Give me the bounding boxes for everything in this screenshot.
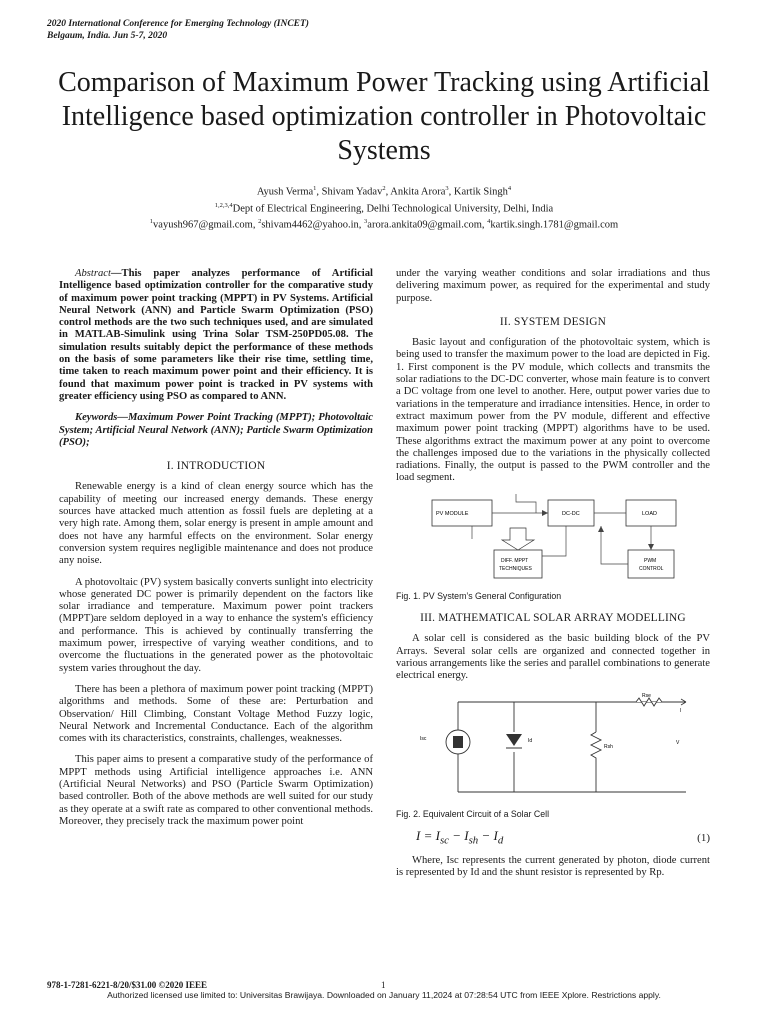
author-name: Kartik Singh: [453, 186, 508, 198]
section-heading-mathematical-modelling: III. MATHEMATICAL SOLAR ARRAY MODELLING: [420, 612, 686, 625]
email-link[interactable]: kartik.singh.1781@gmail.com: [490, 219, 619, 231]
paragraph: A photovoltaic (PV) system basically converts sunlight into electricity whose generated DC power is primarily dependent on the factors like solar irradiance and temperature. Maximum power point trackers (MPPT)are seldom deployed in a way to enhance the system's efficiency and performance. This is achieved by continually transferring the maximum power, irrespective of varying weather conditions, and to overcome the fluctuations in the generated power as the photovoltaic system varies throughout the day.: [59, 576, 373, 674]
section-heading-introduction: I. INTRODUCTION: [166, 460, 266, 473]
author-name: Ankita Arora: [390, 186, 446, 198]
right-column: [396, 268, 710, 888]
pwm-label-1: PWM: [644, 557, 657, 564]
abstract-text: —This paper analyzes performance of Artificial Intelligence based optimization controller for the comparative study of maximum power point tracking (MPPT) in PV Systems. Artificial Neural Network (ANN) and Particle Swarm Optimization (PSO) control methods are the two such techniques used, and are simulated in MATLAB-Simulink using Trina Solar TSM-250PD05.08. The simulation results suitably depict the performance of these methods on the basis of some parameters like their rise time, settling time, time taken to reach maximum power point and their efficiency. It is found that maximum power point is tracked in PV systems with greater efficiency using PSO as compared to ANN.: [59, 268, 373, 402]
author-sup: 1: [313, 185, 317, 192]
mppt-label-2: TECHNIQUES: [499, 565, 532, 572]
email-link[interactable]: shivam4462@yahoo.in: [261, 219, 359, 231]
conference-location: Belgaum, India. Jun 5-7, 2020: [47, 31, 168, 41]
paragraph: Renewable energy is a kind of clean energy source which has the capability of meeting our increased energy demands. These energy sources have attacked much attention as fossil fuels are depleting at a very high rate. Among them, solar energy is present in ample amount and does not have any harmful effects on the environment. Solar energy conversion system requires negligible maintenance and does not produce any noise.: [59, 481, 373, 567]
email-sup: 1: [149, 218, 154, 225]
keywords: [59, 412, 373, 449]
current-source-core: [453, 736, 463, 748]
conference-name: 2020 International Conference for Emerging Technology (INCET): [47, 19, 309, 29]
isc-label: Isc: [420, 735, 427, 742]
author-sup: 3: [445, 185, 449, 192]
shunt-resistor: [591, 732, 601, 762]
equation-1: [396, 827, 710, 847]
section-heading-system-design: II. SYSTEM DESIGN: [499, 315, 607, 328]
pwm-block: [628, 550, 674, 578]
diode: [506, 734, 522, 746]
author-sup: 4: [507, 185, 512, 192]
author-name: Shivam Yadav: [321, 186, 383, 198]
keywords-text: —Maximum Power Point Tracking (MPPT); Photovoltaic System; Artificial Neural Network (ANN); Particle Swarm Optimization (PSO);: [59, 412, 373, 448]
email-sup: 4: [487, 218, 491, 225]
mppt-label-1: DIFF. MPPT: [501, 557, 529, 564]
arrow-head: [598, 526, 604, 532]
equation-text: $I = I_{sc} - I_{sh} - I_d$: [416, 827, 504, 847]
paper-title: Comparison of Maximum Power Tracking using Artificial Intelligence based optimization controller in Photovoltaic Systems: [58, 67, 710, 166]
left-column: [59, 268, 373, 837]
author-name: Ayush Verma: [256, 186, 314, 198]
circuit-wires: [458, 702, 686, 792]
paragraph: A solar cell is considered as the basic building block of the PV Arrays. Several solar cells are organized and connected together in various arrangements like the series and parallel combinations to generate electrical energy.: [396, 633, 710, 682]
affil-text: Dept of Electrical Engineering, Delhi Technological University, Delhi, India: [232, 203, 554, 214]
author-names: Ayush Verma$^1$, Shivam Yadav$^2$, Ankita Arora$^3$, Kartik Singh$^4$: [256, 185, 512, 198]
conference-header: [47, 18, 309, 42]
paragraph: This paper aims to present a comparative study of the performance of MPPT methods using Artificial intelligence approaches i.e. ANN (Artificial Neural Networks) and PSO (Particle Swarm Optimization) based controller. Both of the above methods are well suited for our study as they operate at a swift rate as compared to other conventional methods. Moreover, they precisely track the maximum power point: [59, 754, 373, 827]
figure-1-caption: Fig. 1. PV System’s General Configuration: [396, 590, 562, 601]
figure-2-caption: Fig. 2. Equivalent Circuit of a Solar Cell: [396, 808, 550, 819]
pwm-label-2: CONTROL: [639, 565, 664, 572]
footer-isbn: 978-1-7281-6221-8/20/$31.00 ©2020 IEEE: [47, 980, 207, 990]
author-sup: 2: [382, 185, 386, 192]
email-sup: 2: [258, 218, 262, 225]
figure-1-diagram: [396, 494, 710, 584]
arrow-head: [542, 510, 548, 516]
rs-label: Rse: [642, 692, 651, 699]
paragraph-continued: under the varying weather conditions and solar irradiations and thus delivering maximum power, as required for the experimental and study purpose.: [396, 268, 710, 304]
dcdc-label: DC-DC: [562, 510, 580, 517]
author-block: [40, 182, 728, 232]
v-label: V: [676, 739, 680, 746]
id-label: Id: [528, 737, 533, 744]
paragraph: There has been a plethora of maximum power point tracking (MPPT) algorithms and methods. Some of these are: Perturbation and Observation/ Hill Climbing, Constant Voltage Method Fuzzy logic, Neural Network and Incremental Conductance. Each of the algorithm comes with its characteristics, constraints, challenges, weaknesses.: [59, 683, 373, 745]
pv-module-label: PV MODULE: [436, 510, 469, 517]
rp-label: Rsh: [604, 743, 613, 750]
author-affiliation: [40, 199, 728, 216]
abstract-label: Abstract: [75, 268, 111, 279]
figure-2-circuit: [396, 692, 710, 802]
email-sup: 3: [364, 218, 368, 225]
paragraph: Where, Isc represents the current generated by photon, diode current is represented by Id and the shunt resistor is represented by Rp.: [396, 854, 710, 879]
page-number: 1: [381, 980, 386, 990]
mppt-block: [494, 550, 542, 578]
keywords-label: Keywords: [75, 412, 118, 424]
series-resistor: [636, 698, 662, 706]
load-label: LOAD: [642, 510, 657, 517]
email-link[interactable]: vayush967@gmail.com: [153, 219, 253, 231]
abstract: [59, 268, 373, 403]
affil-sup: 1,2,3,4: [214, 201, 233, 209]
author-emails: $^1$vayush967@gmail.com, $^2$shivam4462@yahoo.in, $^3$arora.ankita09@gmail.com, $^4$kartik.singh.1781@gmail.com: [149, 218, 619, 231]
big-arrow: [502, 528, 534, 550]
email-link[interactable]: arora.ankita09@gmail.com: [367, 219, 482, 231]
equation-number: (1): [697, 832, 710, 845]
i-label: I: [680, 707, 682, 714]
paragraph: Basic layout and configuration of the photovoltaic system, which is being used to transfer the maximum power to the load are depicted in Fig. 1. First component is the PV module, which collects and transmits the solar radiations to the DC-DC converter, whose main feature is to convert a DC voltage from one level to another. Here, output power varies due to variations in the temperature and irradiance intensities. Hence, in order to extract maximum power from the PV module, different and effective maximum power point tracking (MPPT) algorithms have to be used. These algorithms extract the maximum power at any point to overcome the challenges imposed due to the variations in the physically collected radiations. Finally, the output is passed to the PWM controller and the load segment.: [396, 337, 710, 484]
arrow-head: [648, 544, 654, 550]
license-notice: Authorized licensed use limited to: Universitas Brawijaya. Downloaded on January 11,2024 at 07:28:54 UTC from IEEE Xplore. Restrictions apply.: [107, 990, 661, 1000]
